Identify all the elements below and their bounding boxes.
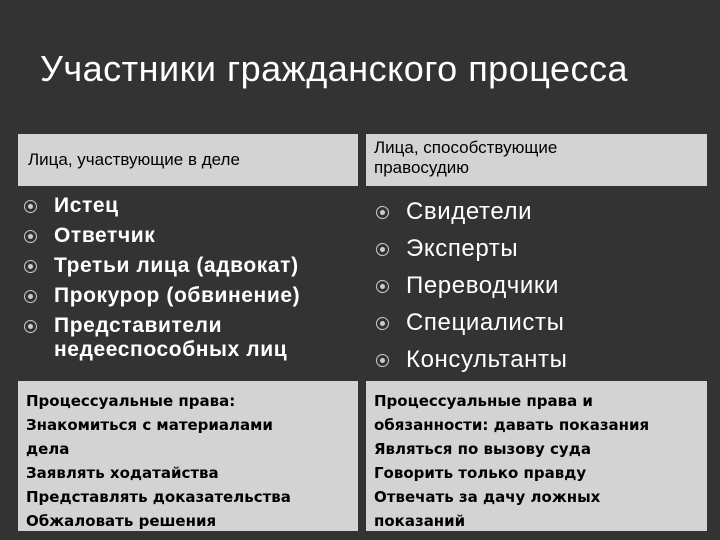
list-item: [368, 272, 713, 300]
circle-bullet-icon: [376, 317, 389, 330]
list-item-label: Ответчик: [54, 224, 156, 247]
right-participants-list: [368, 198, 713, 383]
circle-bullet-icon: [24, 320, 37, 333]
list-item: [368, 235, 713, 263]
rights-line: Говорить только правду: [374, 464, 587, 482]
list-item: [20, 254, 365, 278]
list-item: [20, 314, 365, 362]
rights-line: Являться по вызову суда: [374, 440, 591, 458]
list-item: [368, 198, 713, 226]
circle-bullet-icon: [376, 354, 389, 367]
rights-line: обязанности: давать показания: [374, 416, 650, 434]
slide-title: Участники гражданского процесса: [40, 48, 628, 89]
rights-line: Процессуальные права и: [374, 392, 593, 410]
rights-line: Обжаловать решения: [26, 512, 217, 530]
list-item-label: Представители: [54, 314, 223, 337]
list-item-label: Прокурор (обвинение): [54, 284, 301, 307]
circle-bullet-icon: [24, 230, 37, 243]
rights-line: показаний: [374, 512, 466, 530]
rights-line: Знакомиться с материалами: [26, 416, 273, 434]
rights-line: Отвечать за дачу ложных: [374, 488, 601, 506]
list-item: [20, 194, 365, 218]
left-participants-list: [20, 194, 365, 362]
list-item-label: Специалисты: [406, 309, 565, 336]
circle-bullet-icon: [24, 200, 37, 213]
circle-bullet-icon: [376, 243, 389, 256]
rights-line: дела: [26, 440, 70, 458]
list-item-label: Переводчики: [406, 272, 560, 299]
list-item-label: Третьи лица (адвокат): [54, 254, 299, 277]
right-column-header-line-1: Лица, способствующие: [374, 138, 558, 157]
list-item: [20, 284, 365, 308]
rights-line: Заявлять ходатайства: [26, 464, 219, 482]
list-item-label-continued: недееспособных лиц: [54, 338, 288, 361]
left-column-header-text: Лица, участвующие в деле: [28, 150, 240, 169]
circle-bullet-icon: [376, 280, 389, 293]
list-item: [20, 224, 365, 248]
list-item-label: Свидетели: [406, 198, 533, 225]
circle-bullet-icon: [24, 290, 37, 303]
right-column-header: [366, 134, 707, 186]
list-item: [368, 346, 713, 374]
circle-bullet-icon: [24, 260, 37, 273]
list-item-label: Истец: [54, 194, 119, 217]
circle-bullet-icon: [376, 206, 389, 219]
rights-line: Представлять доказательства: [26, 488, 291, 506]
right-column-header-line-2: правосудию: [374, 158, 470, 177]
list-item: [368, 309, 713, 337]
rights-line: Процессуальные права:: [26, 392, 236, 410]
right-rights-box: [366, 381, 707, 531]
list-item-label: Консультанты: [406, 346, 568, 373]
list-item-label: Эксперты: [406, 235, 519, 262]
left-column-header: [18, 134, 358, 186]
left-rights-box: [18, 381, 358, 531]
